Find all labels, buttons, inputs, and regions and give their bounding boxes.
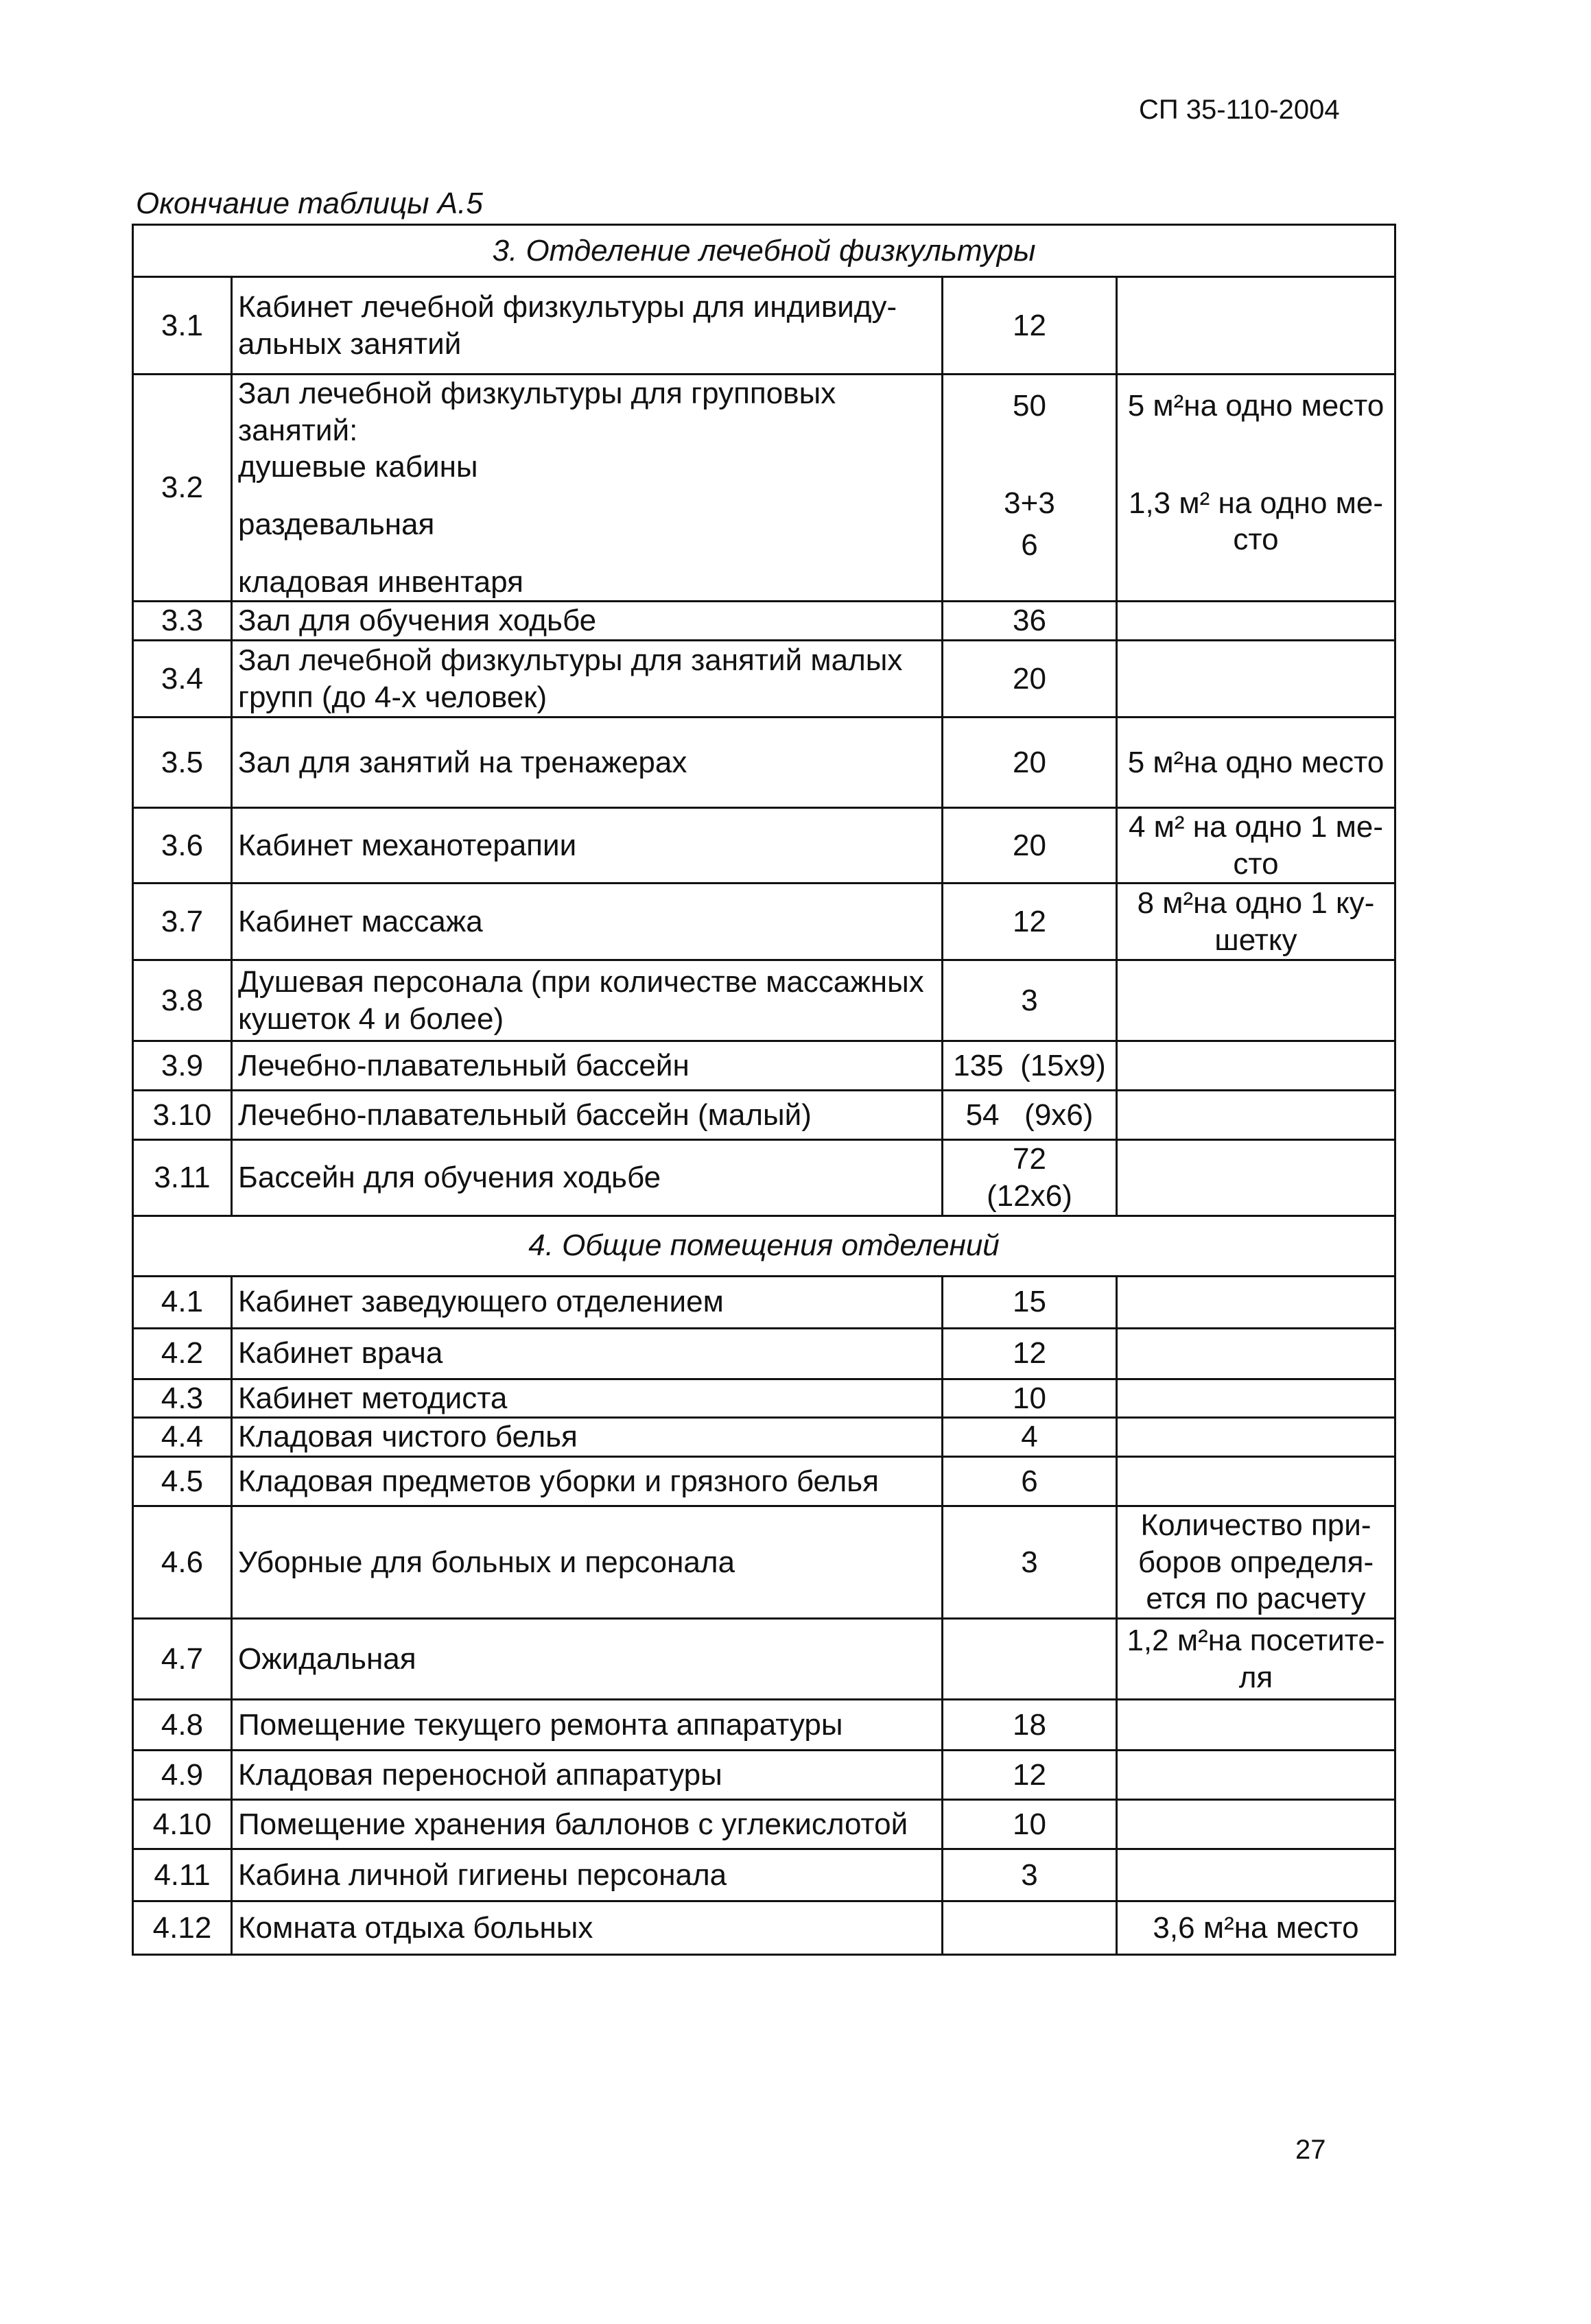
table-row (133, 1506, 1395, 1619)
section-title: 4. Общие помещения отделений (133, 1216, 1395, 1276)
note-line: 8 м²на одно 1 ку- (1137, 886, 1375, 921)
room-name: Кабинет механотерапии (232, 808, 943, 884)
room-name-line: раздевальная (238, 508, 435, 542)
table-row (133, 1379, 1395, 1418)
note (1117, 1091, 1395, 1140)
area-value: 54 (9x6) (943, 1091, 1117, 1140)
row-number: 4.9 (133, 1751, 232, 1800)
area-value (943, 1901, 1117, 1955)
row-number: 3.5 (133, 718, 232, 808)
section-header-row (133, 1216, 1395, 1276)
note: 5 м²на одно место (1117, 718, 1395, 808)
row-number: 4.10 (133, 1800, 232, 1849)
area-value (943, 375, 1117, 602)
area-line: 6 (1021, 528, 1038, 562)
table-row (133, 1457, 1395, 1506)
row-number: 4.1 (133, 1276, 232, 1328)
room-name (232, 375, 943, 602)
note-line: ля (1238, 1660, 1273, 1694)
area-value: 12 (943, 1751, 1117, 1800)
premises-table (132, 224, 1396, 1956)
area-value: 18 (943, 1700, 1117, 1751)
row-number: 3.9 (133, 1041, 232, 1091)
area-value (943, 1619, 1117, 1700)
row-number: 3.8 (133, 960, 232, 1041)
note (1117, 1800, 1395, 1849)
area-line: (12x6) (987, 1179, 1072, 1213)
area-value: 4 (943, 1418, 1117, 1457)
row-number: 3.4 (133, 641, 232, 718)
table-row (133, 1091, 1395, 1140)
note (1117, 1751, 1395, 1800)
room-name: Зал для обучения ходьбе (232, 602, 943, 641)
area-value: 20 (943, 718, 1117, 808)
room-name: Кабина личной гигиены персонала (232, 1849, 943, 1901)
note (1117, 1849, 1395, 1901)
area-value: 3 (943, 960, 1117, 1041)
table-row (133, 1418, 1395, 1457)
note-line: 5 м²на одно место (1127, 389, 1384, 423)
table-row (133, 1276, 1395, 1328)
room-name (232, 641, 943, 718)
area-value: 3 (943, 1849, 1117, 1901)
note: 3,6 м²на место (1117, 1901, 1395, 1955)
row-number: 4.6 (133, 1506, 232, 1619)
area-line: 50 (1013, 389, 1046, 423)
room-name: Зал для занятий на тренажерах (232, 718, 943, 808)
note-line: 1,2 м²на посетите- (1127, 1623, 1385, 1657)
row-number: 4.4 (133, 1418, 232, 1457)
note (1117, 1041, 1395, 1091)
area-value: 6 (943, 1457, 1117, 1506)
row-number: 3.1 (133, 277, 232, 375)
table-row (133, 1619, 1395, 1700)
area-value: 10 (943, 1379, 1117, 1418)
room-name-line: Душевая персонала (при количестве массажных (238, 965, 924, 999)
note (1117, 1619, 1395, 1700)
note (1117, 1379, 1395, 1418)
note (1117, 1140, 1395, 1216)
room-name-line: Кабинет лечебной физкультуры для индивиду- (238, 289, 897, 324)
area-value (943, 1140, 1117, 1216)
table-row (133, 960, 1395, 1041)
room-name: Кладовая чистого белья (232, 1418, 943, 1457)
area-value: 15 (943, 1276, 1117, 1328)
table-row (133, 1140, 1395, 1216)
note-line: 4 м² на одно 1 ме- (1128, 810, 1384, 844)
room-name: Кабинет массажа (232, 884, 943, 960)
table-row (133, 641, 1395, 718)
note (1117, 641, 1395, 718)
area-value: 3 (943, 1506, 1117, 1619)
area-value: 12 (943, 277, 1117, 375)
area-line: 72 (1013, 1142, 1046, 1176)
table-row (133, 1849, 1395, 1901)
room-name-line: душевые кабины (238, 450, 478, 484)
table-continuation-label: Окончание таблицы А.5 (136, 187, 483, 220)
row-number: 3.10 (133, 1091, 232, 1140)
table-row (133, 375, 1395, 602)
area-value: 20 (943, 808, 1117, 884)
room-name: Ожидальная (232, 1619, 943, 1700)
note-line: ется по расчету (1146, 1582, 1366, 1616)
table-row (133, 1751, 1395, 1800)
row-number: 3.7 (133, 884, 232, 960)
row-number: 3.11 (133, 1140, 232, 1216)
room-name: Кладовая предметов уборки и грязного белья (232, 1457, 943, 1506)
note-line: боров определя- (1138, 1545, 1374, 1579)
room-name-line: альных занятий (238, 327, 462, 361)
room-name-line: Зал лечебной физкультуры для занятий малых (238, 643, 903, 677)
room-name-line: Зал лечебной физкультуры для групповых (238, 377, 836, 410)
table-row (133, 1800, 1395, 1849)
room-name: Лечебно-плавательный бассейн (232, 1041, 943, 1091)
room-name-line: кушеток 4 и более) (238, 1001, 504, 1036)
note (1117, 1276, 1395, 1328)
area-value: 12 (943, 884, 1117, 960)
row-number: 4.11 (133, 1849, 232, 1901)
row-number: 4.2 (133, 1328, 232, 1379)
note (1117, 277, 1395, 375)
room-name: Лечебно-плавательный бассейн (малый) (232, 1091, 943, 1140)
room-name (232, 277, 943, 375)
row-number: 3.3 (133, 602, 232, 641)
room-name: Кабинет врача (232, 1328, 943, 1379)
row-number: 4.12 (133, 1901, 232, 1955)
room-name: Комната отдыха больных (232, 1901, 943, 1955)
note-line: Количество при- (1140, 1508, 1371, 1543)
row-number: 3.2 (133, 375, 232, 602)
table-row (133, 1901, 1395, 1955)
table-row (133, 1700, 1395, 1751)
row-number: 4.5 (133, 1457, 232, 1506)
room-name: Кладовая переносной аппаратуры (232, 1751, 943, 1800)
note-line: сто (1233, 846, 1279, 881)
note (1117, 1418, 1395, 1457)
room-name: Помещение текущего ремонта аппаратуры (232, 1700, 943, 1751)
room-name: Кабинет заведующего отделением (232, 1276, 943, 1328)
area-line: 3+3 (1004, 486, 1055, 520)
area-value: 10 (943, 1800, 1117, 1849)
room-name: Бассейн для обучения ходьбе (232, 1140, 943, 1216)
area-value: 36 (943, 602, 1117, 641)
table-row (133, 884, 1395, 960)
note (1117, 960, 1395, 1041)
room-name (232, 960, 943, 1041)
area-value: 135 (15x9) (943, 1041, 1117, 1091)
page-number: 27 (1295, 2135, 1326, 2165)
room-name-line: групп (до 4-х человек) (238, 680, 547, 714)
note (1117, 1700, 1395, 1751)
table-row (133, 602, 1395, 641)
note-line: шетку (1214, 923, 1297, 957)
table-row (133, 808, 1395, 884)
note (1117, 808, 1395, 884)
note (1117, 375, 1395, 602)
document-code: СП 35-110-2004 (1139, 95, 1340, 125)
room-name: Уборные для больных и персонала (232, 1506, 943, 1619)
row-number: 4.3 (133, 1379, 232, 1418)
note-line: сто (1233, 523, 1279, 557)
room-name-line: кладовая инвентаря (238, 565, 523, 599)
table-row (133, 1041, 1395, 1091)
note (1117, 884, 1395, 960)
row-number: 3.6 (133, 808, 232, 884)
note-line: 1,3 м² на одно ме- (1128, 486, 1384, 520)
table-row (133, 277, 1395, 375)
row-number: 4.8 (133, 1700, 232, 1751)
room-name: Кабинет методиста (232, 1379, 943, 1418)
note (1117, 1506, 1395, 1619)
table-row (133, 718, 1395, 808)
note (1117, 602, 1395, 641)
room-name-line: занятий: (238, 413, 358, 447)
area-value: 20 (943, 641, 1117, 718)
section-title: 3. Отделение лечебной физкультуры (133, 225, 1395, 277)
row-number: 4.7 (133, 1619, 232, 1700)
note (1117, 1328, 1395, 1379)
section-header-row (133, 225, 1395, 277)
note (1117, 1457, 1395, 1506)
room-name: Помещение хранения баллонов с углекислотой (232, 1800, 943, 1849)
area-value: 12 (943, 1328, 1117, 1379)
table-row (133, 1328, 1395, 1379)
